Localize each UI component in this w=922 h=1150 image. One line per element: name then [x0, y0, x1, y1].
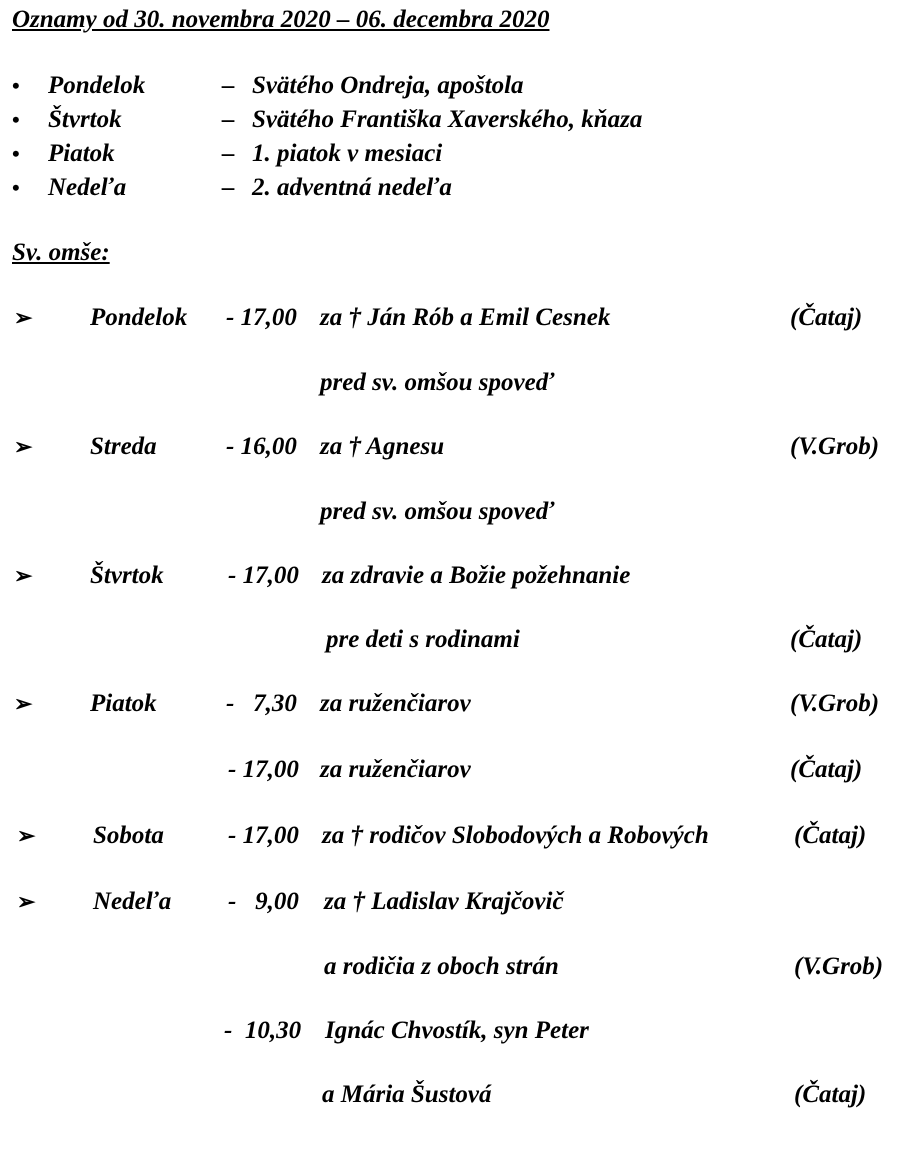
mass-time: - 16,00 — [226, 433, 297, 460]
mass-intention: za † Ján Rób a Emil Cesnek — [320, 304, 611, 331]
feast-dash: – — [222, 106, 235, 133]
mass-place: (Čataj) — [790, 626, 863, 653]
mass-intention: za ruženčiarov — [320, 756, 471, 783]
section-title: Sv. omše: — [12, 239, 110, 266]
feast-text: 1. piatok v mesiaci — [252, 140, 443, 167]
mass-day: Streda — [90, 433, 157, 460]
mass-intention: za † Ladislav Krajčovič — [324, 888, 564, 915]
mass-intention-cont: pre deti s rodinami — [326, 626, 520, 653]
mass-time: - 17,00 — [228, 756, 299, 783]
mass-intention-cont: a rodičia z oboch strán — [324, 953, 559, 980]
mass-note: pred sv. omšou spoveď — [320, 498, 555, 525]
feast-dash: – — [222, 140, 235, 167]
mass-place: (V.Grob) — [790, 433, 880, 460]
bullet-icon: • — [12, 175, 20, 200]
mass-place: (Čataj) — [790, 756, 863, 783]
mass-time: - 10,30 — [224, 1017, 302, 1044]
feast-day: Piatok — [48, 140, 115, 167]
mass-time: - 17,00 — [226, 304, 297, 331]
mass-time: - 17,00 — [228, 562, 299, 589]
feast-day: Pondelok — [48, 72, 146, 99]
mass-note: pred sv. omšou spoveď — [320, 369, 555, 396]
mass-place: (Čataj) — [794, 822, 867, 849]
bullet-icon: • — [12, 107, 20, 132]
arrow-bullet-icon: ➢ — [17, 823, 36, 848]
mass-time: - 7,30 — [226, 690, 297, 717]
mass-intention: za zdravie a Božie požehnanie — [322, 562, 631, 589]
mass-day: Piatok — [90, 690, 157, 717]
mass-intention: za ruženčiarov — [320, 690, 471, 717]
arrow-bullet-icon: ➢ — [14, 305, 33, 330]
mass-place: (Čataj) — [794, 1081, 867, 1108]
mass-place: (V.Grob) — [794, 953, 884, 980]
mass-intention: za † Agnesu — [320, 433, 445, 460]
arrow-bullet-icon: ➢ — [17, 889, 36, 914]
bullet-icon: • — [12, 73, 20, 98]
feast-text: Svätého Františka Xaverského, kňaza — [252, 106, 643, 133]
feast-dash: – — [222, 174, 235, 201]
mass-day: Nedeľa — [93, 888, 172, 915]
mass-time: - 9,00 — [228, 888, 299, 915]
bullet-icon: • — [12, 141, 20, 166]
feast-dash: – — [222, 72, 235, 99]
mass-intention-cont: a Mária Šustová — [322, 1081, 492, 1108]
feast-text: Svätého Ondreja, apoštola — [252, 72, 524, 99]
mass-place: (V.Grob) — [790, 690, 880, 717]
feast-text: 2. adventná nedeľa — [252, 174, 452, 201]
mass-intention: za † rodičov Slobodových a Robových — [322, 822, 709, 849]
page-title: Oznamy od 30. novembra 2020 – 06. decembra 2020 — [12, 6, 550, 33]
mass-day: Štvrtok — [90, 562, 164, 589]
arrow-bullet-icon: ➢ — [14, 563, 33, 588]
mass-day: Sobota — [93, 822, 164, 849]
mass-day: Pondelok — [90, 304, 188, 331]
arrow-bullet-icon: ➢ — [14, 691, 33, 716]
mass-place: (Čataj) — [790, 304, 863, 331]
feast-day: Nedeľa — [48, 174, 127, 201]
feast-day: Štvrtok — [48, 106, 122, 133]
arrow-bullet-icon: ➢ — [14, 434, 33, 459]
mass-time: - 17,00 — [228, 822, 299, 849]
mass-intention: Ignác Chvostík, syn Peter — [325, 1017, 589, 1044]
